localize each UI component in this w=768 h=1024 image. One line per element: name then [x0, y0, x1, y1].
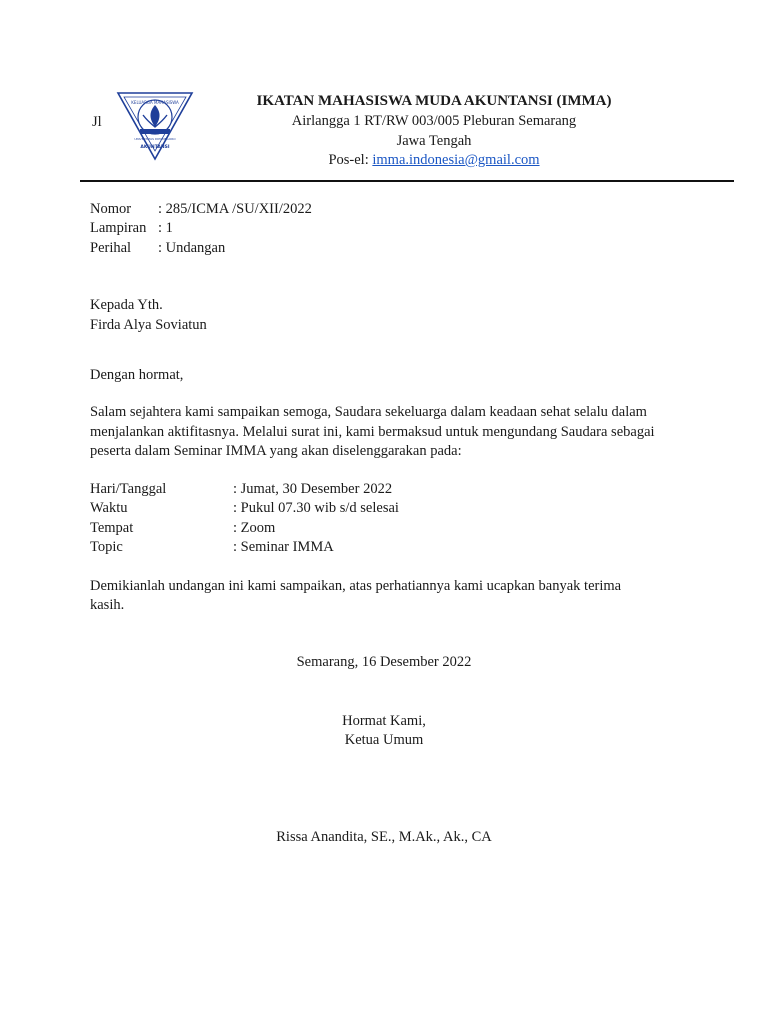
- svg-text:KELUARGA MAHASISWA: KELUARGA MAHASISWA: [131, 100, 179, 105]
- recipient-name: Firda Alya Soviatun: [90, 317, 207, 333]
- email-label: Pos-el:: [328, 152, 369, 168]
- intro-line-1: Salam sejahtera kami sampaikan semoga, Saudara sekeluarga dalam keadaan sehat selalu dalam: [90, 404, 647, 420]
- meta-value: : Undangan: [158, 240, 226, 256]
- event-value: : Jumat, 30 Desember 2022: [233, 481, 393, 497]
- signature-place-date: Semarang, 16 Desember 2022: [296, 654, 472, 670]
- signature-position: Ketua Umum: [344, 732, 424, 748]
- event-key: Hari/Tanggal: [90, 481, 167, 497]
- event-value: : Zoom: [233, 520, 276, 536]
- event-value: : Pukul 07.30 wib s/d selesai: [233, 500, 399, 516]
- address-prefix: Jl: [92, 114, 102, 130]
- recipient-salutation: Kepada Yth.: [90, 297, 163, 313]
- intro-line-2: menjalankan aktifitasnya. Melalui surat ini, kami bermaksud untuk mengundang Saudara sebagai: [90, 424, 655, 440]
- meta-value: : 1: [158, 220, 173, 236]
- organization-email-line: [184, 152, 684, 169]
- meta-key: Nomor: [90, 201, 132, 217]
- event-key: Tempat: [90, 520, 134, 536]
- intro-line-3: peserta dalam Seminar IMMA yang akan diselenggarakan pada:: [90, 443, 462, 459]
- signature-name: Rissa Anandita, SE., M.Ak., Ak., CA: [276, 829, 492, 845]
- greeting: Dengan hormat,: [90, 367, 184, 383]
- email-link[interactable]: imma.indonesia@gmail.com: [372, 152, 540, 168]
- organization-name: IKATAN MAHASISWA MUDA AKUNTANSI (IMMA): [256, 93, 612, 109]
- svg-text:AKUNTANSI: AKUNTANSI: [140, 145, 170, 150]
- meta-key: Perihal: [90, 240, 132, 256]
- organization-address: Airlangga 1 RT/RW 003/005 Pleburan Semarang: [291, 113, 577, 129]
- organization-region: Jawa Tengah: [396, 133, 472, 149]
- event-key: Topic: [90, 539, 123, 555]
- meta-key: Lampiran: [90, 220, 147, 236]
- svg-text:UNIVERSITAS DIPONEGORO: UNIVERSITAS DIPONEGORO: [134, 137, 176, 141]
- event-value: : Seminar IMMA: [233, 539, 334, 555]
- signature-regards: Hormat Kami,: [342, 713, 426, 729]
- closing-line-2: kasih.: [90, 597, 125, 613]
- header-divider: [80, 180, 734, 182]
- meta-value: : 285/ICMA /SU/XII/2022: [158, 201, 312, 217]
- closing-line-1: Demikianlah undangan ini kami sampaikan, atas perhatiannya kami ucapkan banyak terima: [90, 578, 622, 594]
- event-key: Waktu: [90, 500, 128, 516]
